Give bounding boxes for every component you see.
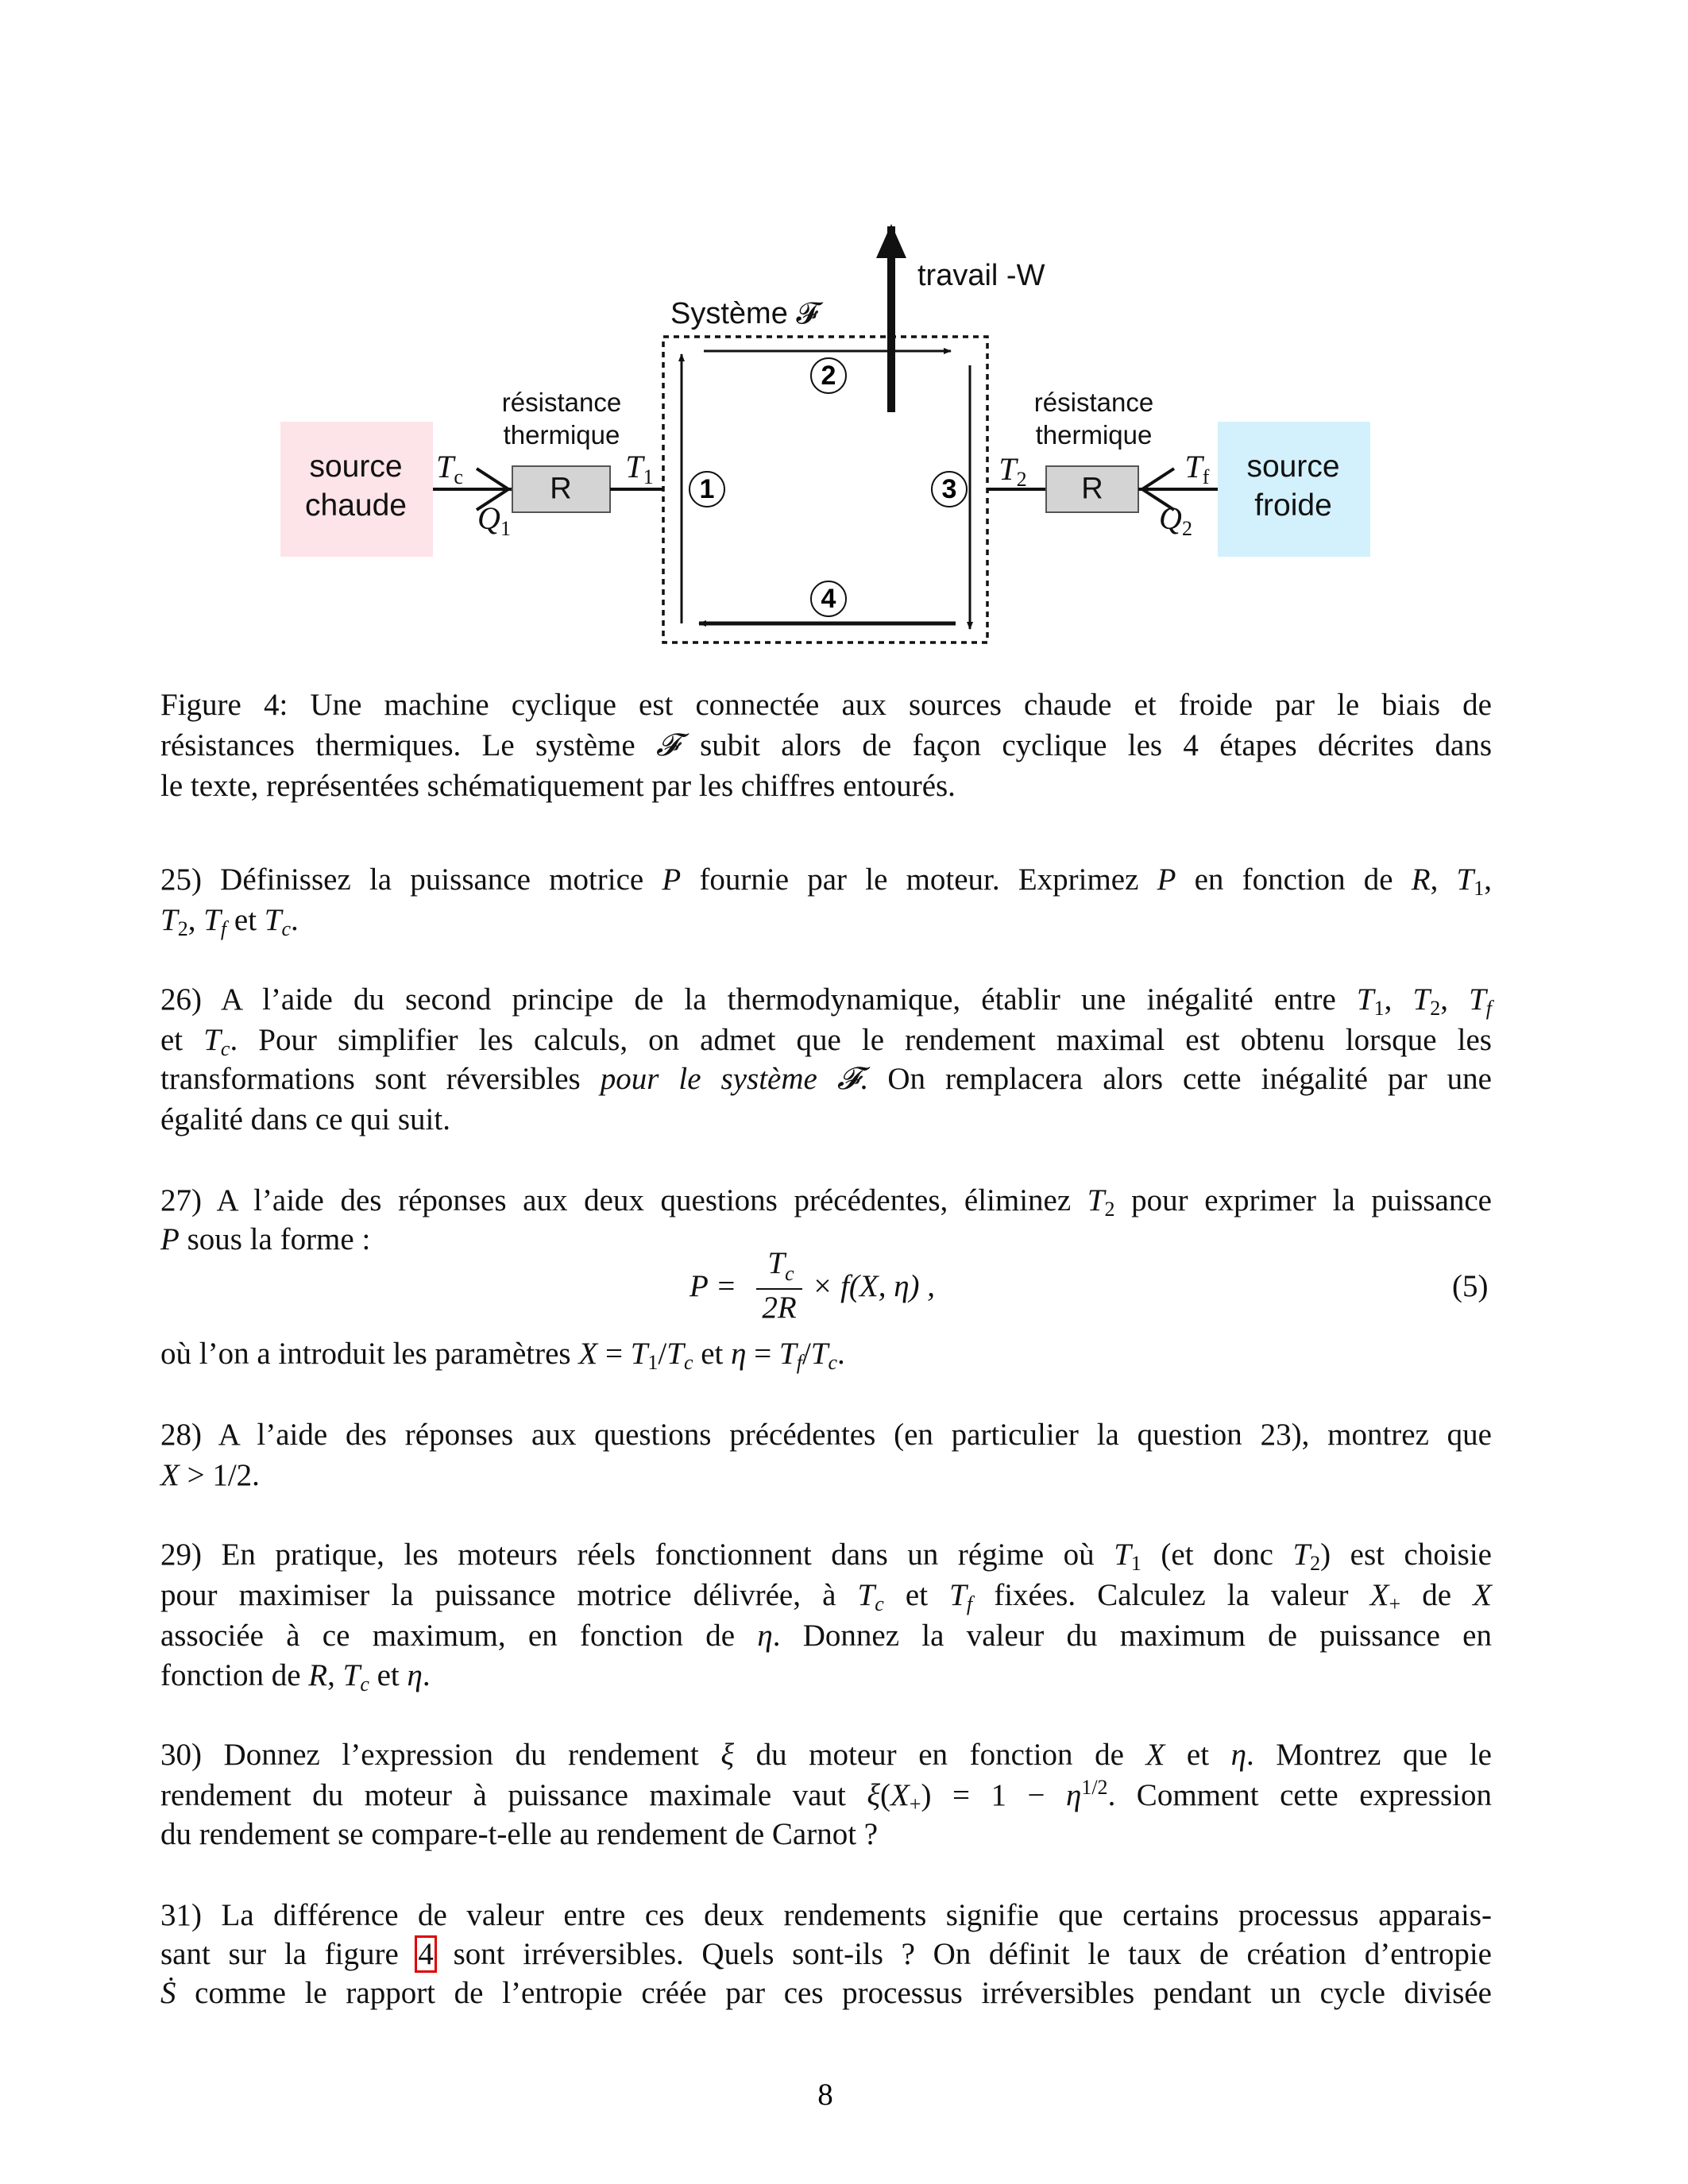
cold-source-line1: source	[1246, 450, 1340, 484]
label-q2: $Q_2$	[1159, 500, 1192, 540]
math-symbol: Ṡ	[160, 1976, 176, 2010]
equation-numerator: $T_c$	[767, 1246, 794, 1285]
caption-line	[160, 685, 1492, 725]
question-31	[160, 1895, 1492, 1935]
text-run: ,	[187, 903, 204, 937]
math-symbol: $X_+$	[1369, 1578, 1401, 1615]
text-run: associée à ce maximum, en fonction de	[160, 1619, 758, 1653]
resistance-line2: thermique	[1035, 420, 1153, 450]
text-run: le texte, représentées schématiquement par les chiffres entourés.	[160, 769, 956, 803]
math-symbol: η	[731, 1337, 747, 1371]
text-run: (et donc	[1141, 1538, 1293, 1572]
math-symbol: X	[1145, 1738, 1165, 1772]
text-run: ,	[1440, 982, 1470, 1017]
text-run: 31) La différence de valeur entre ces deux rendements signifie que certains processus apparais-	[160, 1898, 1492, 1932]
question-28	[160, 1455, 1492, 1495]
text-run: .	[291, 903, 299, 937]
text-run: où l’on a introduit les paramètres	[160, 1337, 579, 1371]
text-run: > 1/2.	[179, 1458, 260, 1492]
text-run: et	[226, 903, 265, 937]
text-run: ,	[1430, 862, 1457, 897]
step-1-marker: 1	[689, 471, 725, 507]
step-2-marker: 2	[810, 357, 847, 394]
math-symbol: $X_+$	[890, 1778, 921, 1815]
text-run: /	[802, 1337, 811, 1371]
text-run: . Comment cette expression	[1107, 1778, 1493, 1812]
work-label: travail -W	[917, 259, 1045, 292]
step-3-marker: 3	[931, 471, 968, 507]
math-symbol: $T_1$	[630, 1337, 659, 1374]
text-run: sous la forme :	[179, 1222, 371, 1256]
text-run: /	[658, 1337, 667, 1371]
text-run: fournie par le moteur. Exprimez	[681, 862, 1157, 897]
text-run: . Donnez la valeur du maximum de puissance en	[772, 1619, 1492, 1653]
caption-line	[160, 766, 1492, 806]
math-symbol: $T_f$	[949, 1578, 973, 1615]
text-run: .	[837, 1337, 845, 1371]
question-26	[160, 979, 1492, 1020]
text-run: .	[422, 1658, 431, 1692]
text-run: ,	[1384, 982, 1413, 1017]
text-run: =	[597, 1337, 631, 1371]
math-symbol: R	[1411, 862, 1431, 897]
text-run: =	[746, 1337, 779, 1371]
label-t1: $T_1$	[625, 449, 654, 488]
text-run: . Montrez que le	[1246, 1738, 1492, 1772]
right-resistance-label	[1034, 386, 1153, 451]
equation-rhs: × f(X, η) ,	[812, 1269, 936, 1303]
text-run: et	[369, 1658, 408, 1692]
cold-source-line2: froide	[1254, 488, 1332, 523]
math-symbol: $T_f$	[203, 903, 227, 940]
text-run: ) est choisie	[1320, 1538, 1492, 1572]
label-tc: $T_c$	[436, 449, 463, 488]
math-symbol: $T_1$	[1114, 1538, 1141, 1575]
question-27-params	[160, 1333, 1492, 1374]
text-run: 28) A l’aide des réponses aux questions précédentes (en particulier la question 23), montrez que	[160, 1418, 1492, 1452]
math-symbol: ξ	[867, 1778, 881, 1812]
step-4-marker: 4	[810, 581, 847, 617]
hot-source-label	[305, 447, 407, 525]
text-run: 26) A l’aide du second principe de la thermodynamique, établir une inégalité entre	[160, 982, 1357, 1017]
math-symbol: $T_f$	[779, 1337, 802, 1374]
hot-source-line2: chaude	[305, 488, 407, 523]
text-run: et	[693, 1337, 732, 1371]
text-run: 27) A l’aide des réponses aux deux questions précédentes, éliminez	[160, 1183, 1087, 1217]
figure-reference-link[interactable]: 4	[418, 1937, 434, 1971]
label-q1: $Q_1$	[477, 500, 511, 540]
resistance-line1: résistance	[1033, 388, 1154, 417]
text-run: ) = 1 −	[921, 1778, 1066, 1812]
question-27	[160, 1180, 1492, 1221]
math-symbol: η	[757, 1619, 773, 1653]
text-run: Figure 4: Une machine cyclique est connectée aux sources chaude et froide par le biais de	[160, 688, 1492, 722]
text-run: du rendement se compare-t-elle au rendement de Carnot ?	[160, 1817, 879, 1851]
text-run: résistances thermiques. Le système	[160, 728, 656, 762]
text-run: en fonction de	[1176, 862, 1412, 897]
text-run: de	[1400, 1578, 1474, 1612]
math-symbol: P	[662, 862, 682, 897]
math-symbol: ξ	[720, 1738, 735, 1772]
question-25	[160, 900, 1492, 940]
resistance-line2: thermique	[503, 420, 620, 450]
question-28	[160, 1414, 1492, 1455]
text-run: et	[1165, 1738, 1231, 1772]
text-run: . Pour simplifier les calculs, on admet que le rendement maximal est obtenu lorsque les	[230, 1023, 1492, 1057]
question-29	[160, 1655, 1492, 1696]
math-symbol: $T_c$	[264, 903, 292, 940]
cold-source-label	[1246, 447, 1339, 525]
math-symbol: $T_2$	[1292, 1538, 1321, 1575]
math-symbol: $T_c$	[203, 1023, 230, 1060]
equation-denominator: 2R	[762, 1291, 797, 1325]
question-25	[160, 859, 1492, 900]
math-symbol: $T_c$	[342, 1658, 369, 1696]
math-symbol: X	[160, 1458, 180, 1492]
math-symbol: 𝓕	[655, 728, 679, 762]
question-30	[160, 1814, 1492, 1854]
math-symbol: $\eta^{1/2}$	[1065, 1776, 1108, 1812]
question-31	[160, 1934, 1492, 1974]
math-symbol: $T_f$	[1469, 982, 1492, 1020]
text-run: fonction de	[160, 1658, 309, 1692]
math-symbol: $T_2$	[1412, 982, 1441, 1020]
question-29	[160, 1575, 1492, 1615]
resistance-line1: résistance	[501, 388, 622, 417]
text-run: ,	[327, 1658, 343, 1692]
figure-diagram	[0, 0, 1688, 683]
text-run: 30) Donnez l’expression du rendement	[160, 1738, 721, 1772]
question-26	[160, 1099, 1492, 1140]
question-31	[160, 1973, 1492, 2013]
equation-number: (5)	[1452, 1269, 1489, 1303]
equation-lhs: P =	[689, 1269, 737, 1303]
math-symbol: $T_2$	[1087, 1183, 1115, 1221]
text-run: et	[160, 1023, 204, 1057]
math-symbol: $T_1$	[1356, 982, 1385, 1020]
question-27	[160, 1219, 1492, 1260]
math-symbol: η	[407, 1658, 423, 1692]
text-run: transformations sont réversibles	[160, 1062, 601, 1096]
math-symbol: pour le système 𝓕	[600, 1062, 860, 1096]
text-run: . On remplacera alors cette inégalité par une	[859, 1062, 1492, 1096]
text-run: ,	[1484, 862, 1492, 897]
system-label: Système 𝓕	[670, 297, 819, 330]
text-run: (	[880, 1778, 891, 1812]
left-resistor-symbol: R	[550, 472, 572, 506]
math-symbol: $T_c$	[666, 1337, 693, 1374]
text-run: sant sur la figure	[160, 1937, 417, 1971]
math-symbol: R	[308, 1658, 328, 1692]
question-29	[160, 1615, 1492, 1656]
text-run: subit alors de façon cyclique les 4 étapes décrites dans	[678, 728, 1492, 762]
right-resistor-symbol: R	[1081, 472, 1103, 506]
text-run: sont irréversibles. Quels sont-ils ? On définit le taux de création d’entropie	[435, 1937, 1492, 1971]
question-30	[160, 1775, 1492, 1815]
hot-source-line1: source	[309, 450, 403, 484]
question-26	[160, 1020, 1492, 1060]
text-run: rendement du moteur à puissance maximale vaut	[160, 1778, 867, 1812]
math-symbol: P	[1157, 862, 1176, 897]
question-30	[160, 1734, 1492, 1775]
math-symbol: $T_c$	[810, 1337, 838, 1374]
text-run: 29) En pratique, les moteurs réels fonctionnent dans un régime où	[160, 1538, 1114, 1572]
text-run: comme le rapport de l’entropie créée par ces processus irréversibles pendant un cycle divisée	[176, 1976, 1492, 2010]
math-symbol: X	[1473, 1578, 1492, 1612]
question-26	[160, 1059, 1492, 1099]
page-number: 8	[817, 2078, 833, 2112]
text-run: du moteur en fonction de	[734, 1738, 1146, 1772]
text-run: 25) Définissez la puissance motrice	[160, 862, 662, 897]
label-tf: $T_f$	[1184, 449, 1210, 488]
math-symbol: η	[1230, 1738, 1246, 1772]
caption-line	[160, 725, 1492, 766]
text-run: et	[883, 1578, 950, 1612]
math-symbol: $T_1$	[1456, 862, 1485, 900]
question-29	[160, 1534, 1492, 1575]
text-run: pour maximiser la puissance motrice délivrée, à	[160, 1578, 858, 1612]
math-symbol: $T_2$	[160, 903, 188, 940]
text-run: pour exprimer la puissance	[1114, 1183, 1492, 1217]
math-symbol: P	[160, 1222, 180, 1256]
left-resistance-label	[502, 386, 621, 451]
text-run: fixées. Calculez la valeur	[972, 1578, 1370, 1612]
text-run: égalité dans ce qui suit.	[160, 1102, 450, 1136]
label-t2: $T_2$	[999, 451, 1027, 491]
math-symbol: $T_c$	[857, 1578, 884, 1615]
math-symbol: X	[578, 1337, 598, 1371]
